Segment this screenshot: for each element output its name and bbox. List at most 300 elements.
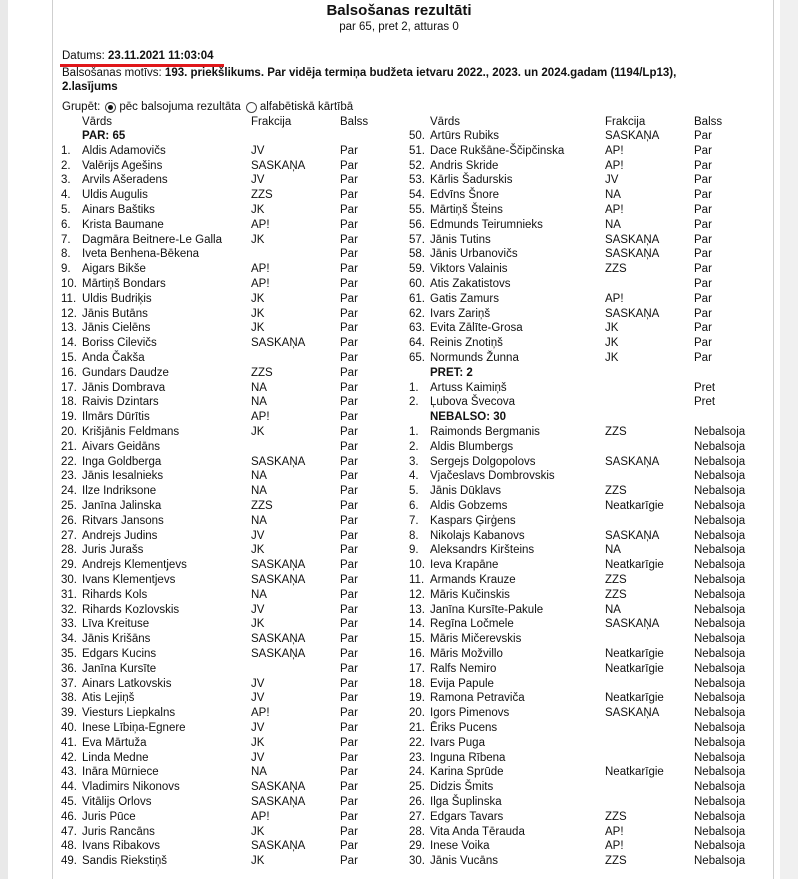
member-faction: AP! <box>251 810 270 823</box>
radio-by-result-label[interactable]: pēc balsojuma rezultāta <box>119 101 241 113</box>
member-vote: Par <box>340 574 358 586</box>
member-vote: Nebalsoja <box>694 707 746 720</box>
member-name: Dagmāra Beitnere-Le Galla <box>82 233 222 246</box>
member-row <box>0 839 798 854</box>
member-number: 47. <box>61 825 77 838</box>
member-vote: Nebalsoja <box>694 514 746 527</box>
page-title: Balsošanas rezultāti <box>326 2 472 19</box>
member-vote: Par <box>340 440 358 453</box>
member-vote: Par <box>340 648 358 660</box>
member-faction: SASKAŅA <box>605 233 660 246</box>
member-number: 34. <box>61 633 77 646</box>
member-name: Jānis Krišāns <box>82 633 151 646</box>
member-row <box>0 381 798 396</box>
member-row <box>0 159 798 174</box>
member-faction: JK <box>605 322 619 335</box>
member-faction: SASKAŅA <box>605 455 660 468</box>
member-vote: Par <box>340 292 358 305</box>
member-name: Ivars Zariņš <box>430 307 491 320</box>
member-name: Jānis Dombrava <box>82 381 166 394</box>
member-name: Dace Rukšāne-Ščipčinska <box>430 144 565 157</box>
header-name: Vārds <box>82 116 113 128</box>
member-vote: Pret <box>694 396 716 409</box>
member-name: Aivars Geidāns <box>82 440 160 453</box>
radio-alphabetical-label[interactable]: alfabētiskā kārtībā <box>259 101 354 113</box>
member-name: Karina Sprūde <box>430 766 504 779</box>
member-row <box>0 691 798 706</box>
member-vote: Par <box>340 485 358 498</box>
member-faction: SASKAŅA <box>251 455 306 468</box>
member-row <box>0 514 798 529</box>
member-vote: Par <box>340 736 358 749</box>
member-faction: JV <box>251 529 265 542</box>
member-number: 46. <box>61 810 77 823</box>
member-vote: Nebalsoja <box>694 559 746 572</box>
member-row <box>0 780 798 795</box>
member-number: 39. <box>61 707 77 720</box>
member-vote: Par <box>340 381 358 394</box>
member-vote: Par <box>340 233 358 246</box>
member-name: Ēriks Pucens <box>430 722 498 734</box>
member-number: 4. <box>409 470 419 483</box>
member-faction: JK <box>251 322 265 335</box>
member-name: Didzis Šmits <box>430 781 494 794</box>
member-vote: Nebalsoja <box>694 840 746 853</box>
member-faction: AP! <box>605 144 624 157</box>
member-name: Ivars Puga <box>430 736 485 749</box>
member-row <box>0 262 798 277</box>
member-name: Ritvars Jansons <box>82 514 164 527</box>
member-name: Ilze Indriksone <box>82 485 157 498</box>
member-name: Inese Lībiņa-Egnere <box>82 722 186 734</box>
member-number: 63. <box>409 322 425 335</box>
member-row <box>0 736 798 751</box>
member-number: 25. <box>409 781 425 794</box>
member-faction: ZZS <box>605 855 627 868</box>
member-faction: AP! <box>251 263 270 276</box>
member-vote: Par <box>340 411 358 424</box>
member-row <box>0 558 798 573</box>
member-number: 48. <box>61 840 77 853</box>
member-vote: Par <box>340 352 358 364</box>
member-faction: Neatkarīgie <box>605 559 664 572</box>
member-vote: Nebalsoja <box>694 470 746 483</box>
member-name: Edgars Tavars <box>430 810 504 823</box>
member-faction: ZZS <box>605 426 627 438</box>
member-number: 24. <box>409 766 425 779</box>
member-faction: JV <box>251 677 265 690</box>
member-name: Ivans Klementjevs <box>82 574 176 586</box>
member-name: Jānis Dūklavs <box>430 485 501 498</box>
member-vote: Par <box>340 218 358 231</box>
member-faction: AP! <box>251 411 270 424</box>
member-name: Aigars Bikše <box>82 263 146 276</box>
member-number: 30. <box>61 574 77 586</box>
member-faction: JK <box>251 736 265 749</box>
member-vote: Par <box>340 810 358 823</box>
member-number: 7. <box>409 514 419 527</box>
member-faction: JK <box>251 204 265 216</box>
member-number: 3. <box>409 455 419 468</box>
header-vote: Balss <box>694 116 723 128</box>
member-faction: SASKAŅA <box>251 796 306 808</box>
member-name: Ilmārs Dūrītis <box>82 411 150 424</box>
member-number: 6. <box>409 500 419 512</box>
member-faction: SASKAŅA <box>251 633 306 646</box>
member-number: 64. <box>409 337 425 350</box>
member-number: 50. <box>409 130 425 142</box>
member-row <box>0 129 798 144</box>
member-vote: Par <box>694 322 712 335</box>
member-number: 18. <box>409 677 425 690</box>
member-vote: Par <box>694 233 712 246</box>
member-vote: Par <box>694 248 712 261</box>
member-vote: Par <box>340 322 358 335</box>
member-name: Aldis Blumbergs <box>430 440 514 453</box>
member-name: Ļubova Švecova <box>430 396 516 409</box>
member-vote: Par <box>694 307 712 320</box>
member-vote: Par <box>340 159 358 172</box>
member-number: 59. <box>409 263 425 276</box>
radio-alphabetical[interactable] <box>246 102 257 113</box>
member-faction: NA <box>605 544 621 557</box>
member-vote: Par <box>340 278 358 290</box>
member-vote: Nebalsoja <box>694 751 746 764</box>
member-number: 27. <box>409 810 425 823</box>
member-row <box>0 307 798 322</box>
member-number: 42. <box>61 751 77 764</box>
member-number: 10. <box>409 559 425 572</box>
member-name: Juris Jurašs <box>82 544 144 557</box>
section-header <box>0 410 798 425</box>
member-name: Evita Zālīte-Grosa <box>430 322 523 335</box>
member-row <box>0 677 798 692</box>
member-number: 5. <box>61 204 71 216</box>
member-faction: AP! <box>251 278 270 290</box>
member-faction: SASKAŅA <box>605 707 660 720</box>
member-vote: Nebalsoja <box>694 855 746 868</box>
member-faction: SASKAŅA <box>251 648 306 660</box>
member-number: 1. <box>409 426 419 438</box>
member-number: 26. <box>61 514 77 527</box>
member-name: Andrejs Klementjevs <box>82 559 187 572</box>
member-faction: AP! <box>251 218 270 231</box>
member-number: 33. <box>61 618 77 631</box>
member-row <box>0 854 798 869</box>
member-vote: Pret <box>694 381 716 394</box>
header-faction: Frakcija <box>251 116 292 128</box>
member-number: 22. <box>61 455 77 468</box>
member-number: 29. <box>409 840 425 853</box>
member-number: 55. <box>409 204 425 216</box>
member-name: Māris Možvillo <box>430 648 503 660</box>
member-number: 2. <box>61 159 71 172</box>
member-vote: Par <box>340 307 358 320</box>
member-faction: ZZS <box>605 810 627 823</box>
member-name: Ainars Baštiks <box>82 204 155 216</box>
member-vote: Nebalsoja <box>694 825 746 838</box>
member-number: 12. <box>409 588 425 601</box>
motive-text: 193. priekšlikums. Par vidēja termiņa budžeta ietvaru 2022., 2023. un 2024.gadam (1194/Lp13), 2.lasījums <box>62 67 677 93</box>
member-vote: Nebalsoja <box>694 544 746 557</box>
member-vote: Par <box>694 204 712 216</box>
member-number: 15. <box>61 352 77 364</box>
member-row <box>0 395 798 410</box>
member-vote: Par <box>340 796 358 808</box>
member-name: Atis Lejiņš <box>82 692 135 705</box>
member-faction: NA <box>605 603 621 616</box>
grouping-options <box>62 101 353 113</box>
member-name: Armands Krauze <box>430 574 516 586</box>
member-name: Artūrs Rubiks <box>430 130 500 142</box>
member-row <box>0 721 798 736</box>
member-number: 19. <box>409 692 425 705</box>
member-vote: Par <box>340 500 358 512</box>
member-name: Jānis Vucāns <box>430 855 498 868</box>
member-name: Krišjānis Feldmans <box>82 426 180 438</box>
member-row <box>0 218 798 233</box>
member-row <box>0 455 798 470</box>
member-row <box>0 188 798 203</box>
member-row <box>0 499 798 514</box>
member-number: 6. <box>61 218 71 231</box>
member-faction: JV <box>251 174 265 187</box>
member-faction: NA <box>251 766 267 779</box>
member-name: Valērijs Agešins <box>82 159 163 172</box>
member-vote: Par <box>694 263 712 276</box>
member-vote: Par <box>340 174 358 187</box>
member-faction: JK <box>251 426 265 438</box>
member-row <box>0 573 798 588</box>
member-row <box>0 825 798 840</box>
member-number: 2. <box>409 396 419 409</box>
member-name: Arvils Ašeradens <box>82 174 168 187</box>
member-name: Jānis Iesalnieks <box>82 470 164 483</box>
member-row <box>0 795 798 810</box>
member-number: 8. <box>61 248 71 261</box>
member-vote: Par <box>340 204 358 216</box>
member-vote: Par <box>340 248 358 261</box>
member-name: Viesturs Liepkalns <box>82 707 176 720</box>
section-header <box>0 366 798 381</box>
member-name: Gatis Zamurs <box>430 292 500 305</box>
member-name: Sergejs Dolgopolovs <box>430 455 536 468</box>
member-vote: Nebalsoja <box>694 677 746 690</box>
member-vote: Nebalsoja <box>694 618 746 631</box>
member-name: Uldis Augulis <box>82 189 148 202</box>
member-name: Igors Pimenovs <box>430 707 510 720</box>
member-faction: JK <box>251 233 265 246</box>
member-faction: Neatkarīgie <box>605 692 664 705</box>
member-faction: NA <box>251 381 267 394</box>
member-name: Ainars Latkovskis <box>82 677 172 690</box>
member-faction: ZZS <box>605 574 627 586</box>
member-vote: Nebalsoja <box>694 736 746 749</box>
member-vote: Nebalsoja <box>694 692 746 705</box>
member-name: Uldis Budriķis <box>82 292 152 305</box>
member-number: 40. <box>61 722 77 734</box>
member-vote: Par <box>694 159 712 172</box>
member-name: Edmunds Teirumnieks <box>430 218 543 231</box>
member-vote: Par <box>694 278 712 290</box>
member-number: 22. <box>409 736 425 749</box>
member-name: Boriss Cilevičs <box>82 337 157 350</box>
member-number: 28. <box>61 544 77 557</box>
member-name: Edgars Kucins <box>82 648 157 660</box>
member-vote: Par <box>340 677 358 690</box>
member-vote: Par <box>340 337 358 350</box>
member-vote: Par <box>340 707 358 720</box>
member-name: Ilga Šuplinska <box>430 796 502 808</box>
radio-by-result[interactable] <box>105 102 116 113</box>
member-faction: NA <box>251 485 267 498</box>
member-vote: Nebalsoja <box>694 603 746 616</box>
member-number: 21. <box>409 722 425 734</box>
member-faction: SASKAŅA <box>605 307 660 320</box>
member-number: 9. <box>409 544 419 557</box>
member-faction: JK <box>251 855 265 868</box>
member-vote: Nebalsoja <box>694 810 746 823</box>
member-faction: NA <box>251 470 267 483</box>
member-faction: JK <box>251 307 265 320</box>
member-name: Eva Mārtuža <box>82 736 147 749</box>
member-name: Vjačeslavs Dombrovskis <box>430 470 555 483</box>
member-name: Māris Mičerevskis <box>430 633 522 646</box>
member-number: 2. <box>409 440 419 453</box>
member-number: 11. <box>61 292 77 305</box>
member-number: 13. <box>409 603 425 616</box>
member-faction: Neatkarīgie <box>605 500 664 512</box>
member-row <box>0 440 798 455</box>
member-vote: Nebalsoja <box>694 574 746 586</box>
member-name: Ināra Mūrniece <box>82 766 159 779</box>
member-row <box>0 321 798 336</box>
member-faction: NA <box>251 396 267 409</box>
member-vote: Par <box>694 189 712 202</box>
member-name: Rihards Kozlovskis <box>82 603 180 616</box>
member-number: 57. <box>409 233 425 246</box>
member-name: Ramona Petraviča <box>430 692 525 705</box>
vote-date <box>62 50 214 62</box>
member-row <box>0 292 798 307</box>
member-number: 7. <box>61 233 71 246</box>
member-vote: Nebalsoja <box>694 455 746 468</box>
member-number: 1. <box>61 144 71 157</box>
member-row <box>0 632 798 647</box>
member-name: Kaspars Ģirģens <box>430 514 516 527</box>
member-row <box>0 351 798 366</box>
member-vote: Par <box>340 396 358 409</box>
member-vote: Nebalsoja <box>694 648 746 660</box>
member-faction: JK <box>605 352 619 364</box>
member-faction: JK <box>251 825 265 838</box>
member-number: 16. <box>409 648 425 660</box>
member-faction: SASKAŅA <box>251 159 306 172</box>
member-faction: SASKAŅA <box>251 781 306 794</box>
member-number: 38. <box>61 692 77 705</box>
member-number: 17. <box>409 662 425 675</box>
member-name: Jānis Urbanovičs <box>430 248 518 261</box>
member-faction: ZZS <box>605 263 627 276</box>
member-number: 28. <box>409 825 425 838</box>
member-vote: Par <box>340 366 358 379</box>
member-vote: Nebalsoja <box>694 722 746 734</box>
member-number: 9. <box>61 263 71 276</box>
member-number: 29. <box>61 559 77 572</box>
member-faction: AP! <box>605 159 624 172</box>
member-row <box>0 529 798 544</box>
member-name: Inese Voika <box>430 840 490 853</box>
member-vote: Nebalsoja <box>694 796 746 808</box>
member-name: Māris Kučinskis <box>430 588 510 601</box>
member-number: 16. <box>61 366 77 379</box>
member-name: Janīna Jalinska <box>82 500 162 512</box>
member-number: 36. <box>61 662 77 675</box>
member-vote: Par <box>340 559 358 572</box>
member-vote: Par <box>340 189 358 202</box>
member-faction: SASKAŅA <box>251 574 306 586</box>
member-name: Līva Kreituse <box>82 618 150 631</box>
member-faction: NA <box>605 189 621 202</box>
member-vote: Par <box>694 144 712 157</box>
member-faction: SASKAŅA <box>251 337 306 350</box>
member-vote: Par <box>340 751 358 764</box>
member-vote: Par <box>694 292 712 305</box>
member-number: 41. <box>61 736 77 749</box>
member-number: 60. <box>409 278 425 290</box>
member-faction: JK <box>251 292 265 305</box>
member-vote: Nebalsoja <box>694 440 746 453</box>
member-number: 27. <box>61 529 77 542</box>
header-name: Vārds <box>430 116 461 128</box>
member-number: 51. <box>409 144 425 157</box>
member-vote: Par <box>694 218 712 231</box>
member-name: Inga Goldberga <box>82 455 162 468</box>
member-number: 53. <box>409 174 425 187</box>
member-number: 56. <box>409 218 425 231</box>
member-name: Juris Pūce <box>82 810 136 823</box>
member-row <box>0 603 798 618</box>
section-label: NEBALSO: 30 <box>430 411 507 424</box>
member-faction: SASKAŅA <box>251 559 306 572</box>
member-number: 24. <box>61 485 77 498</box>
member-vote: Nebalsoja <box>694 500 746 512</box>
member-vote: Nebalsoja <box>694 633 746 646</box>
member-vote: Par <box>340 781 358 794</box>
member-faction: JK <box>251 618 265 631</box>
member-vote: Nebalsoja <box>694 662 746 675</box>
member-vote: Par <box>340 662 358 675</box>
member-faction: JV <box>251 751 265 764</box>
member-name: Mārtiņš Bondars <box>82 278 166 290</box>
member-name: Ieva Krapāne <box>430 559 499 572</box>
member-vote: Par <box>340 840 358 853</box>
member-row <box>0 810 798 825</box>
member-vote: Par <box>340 529 358 542</box>
member-name: Rihards Kols <box>82 588 148 601</box>
member-row <box>0 203 798 218</box>
member-name: Inguna Rībena <box>430 751 506 764</box>
member-row <box>0 706 798 721</box>
member-number: 8. <box>409 529 419 542</box>
member-name: Artuss Kaimiņš <box>430 381 507 394</box>
member-name: Andris Skride <box>430 159 499 172</box>
member-number: 54. <box>409 189 425 202</box>
member-row <box>0 617 798 632</box>
member-faction: ZZS <box>605 588 627 601</box>
member-faction: SASKAŅA <box>605 529 660 542</box>
member-vote: Par <box>340 603 358 616</box>
